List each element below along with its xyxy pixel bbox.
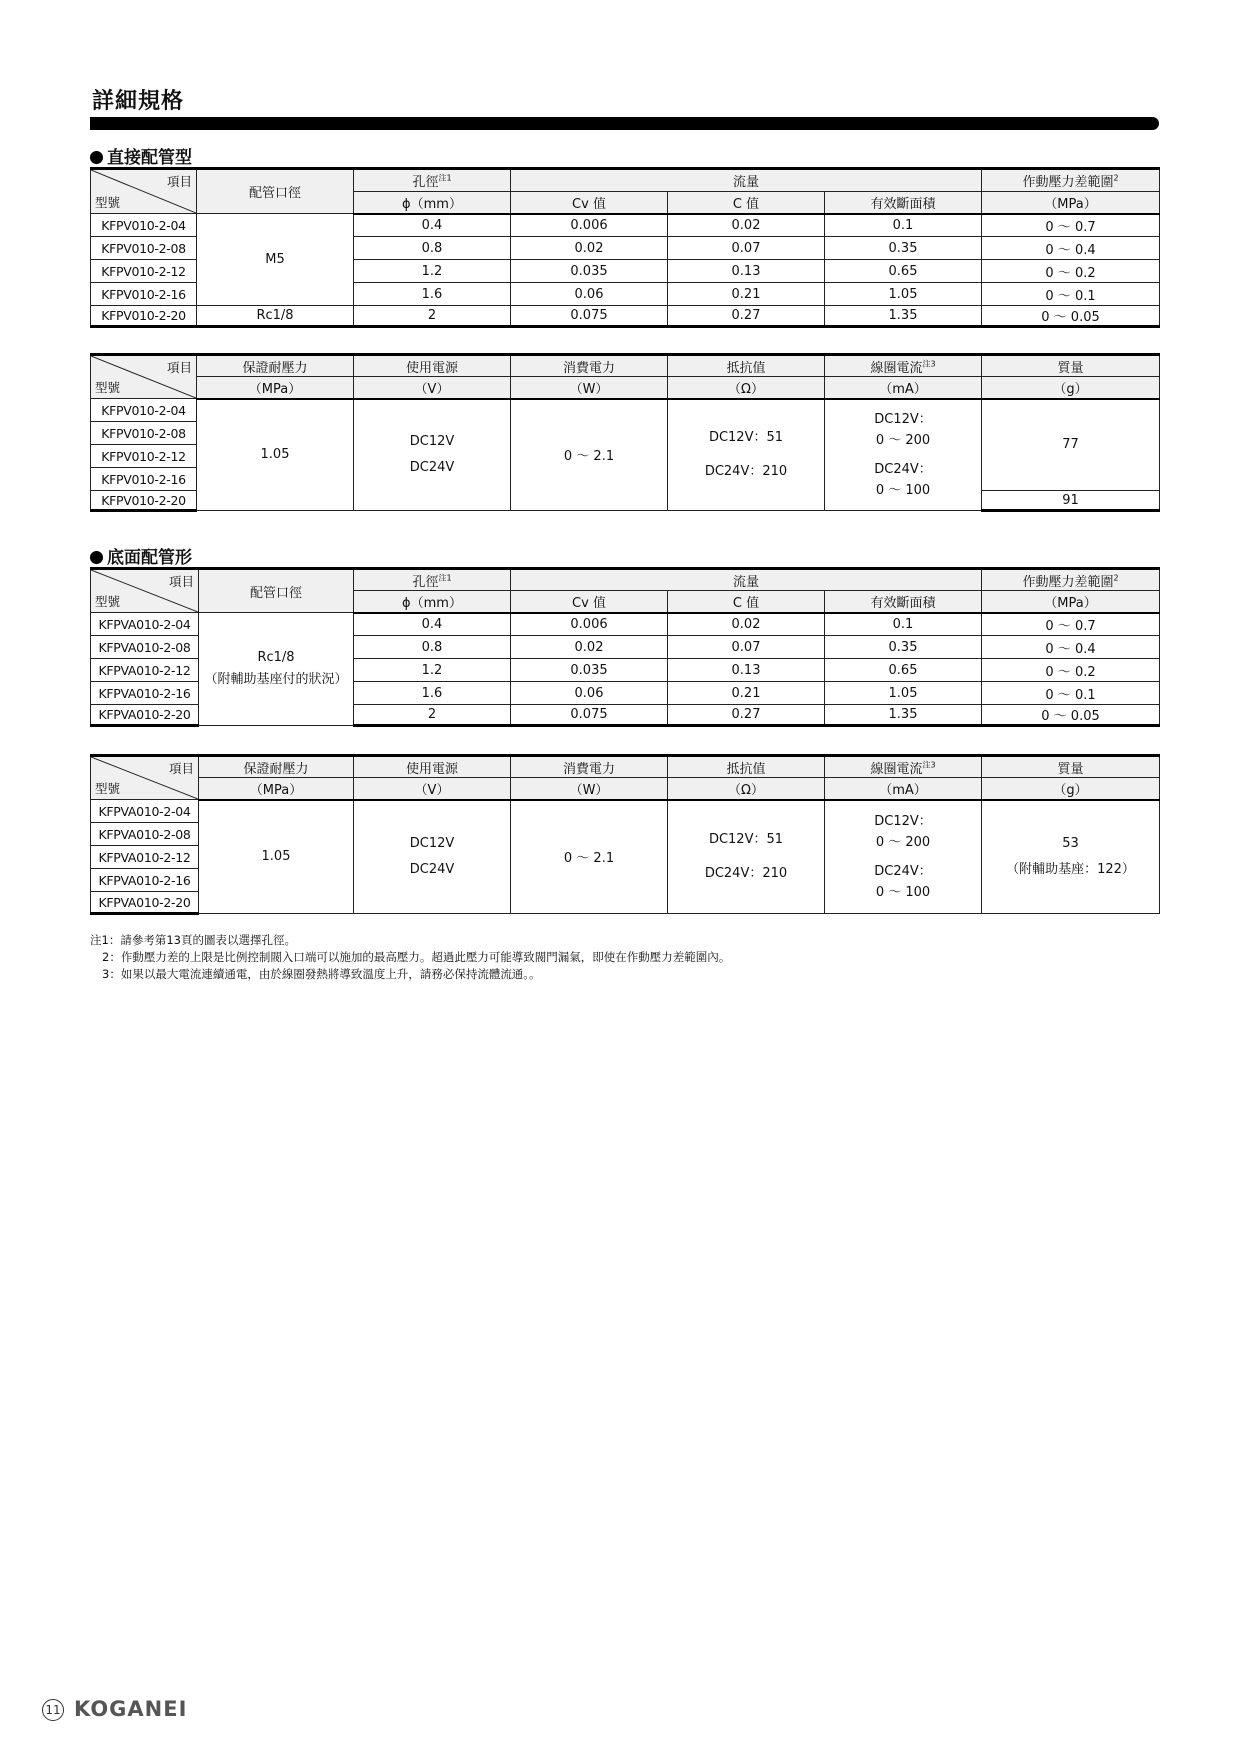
page-title: 詳細規格 [92, 89, 185, 114]
resist-value: DC12V：51 [708, 831, 784, 847]
table-row [91, 214, 1160, 237]
header-flow: 流量 [511, 569, 982, 591]
orifice-cell: 1.6 [354, 283, 511, 306]
current-value: DC12V： [874, 411, 932, 427]
header-corner [91, 756, 199, 800]
header-voltage-unit: （V） [354, 377, 511, 399]
proof-cell: 1.05 [199, 800, 354, 914]
area-cell: 0.35 [825, 636, 982, 659]
c-cell: 0.07 [668, 237, 825, 260]
header-resist-unit: （Ω） [668, 377, 825, 399]
header-orifice-unit: ϕ（mm） [354, 591, 511, 613]
header-item: 項目 [168, 761, 194, 776]
header-cv: Cv 值 [511, 192, 668, 214]
voltage-value: DC24V [409, 459, 455, 475]
bullet-icon [90, 551, 103, 564]
current-value: DC24V： [874, 461, 932, 477]
range-cell: 0 ～ 0.4 [982, 237, 1160, 260]
header-c: C 值 [668, 591, 825, 613]
cv-cell: 0.035 [511, 659, 668, 682]
c-cell: 0.13 [668, 260, 825, 283]
header-area: 有效斷面積 [825, 591, 982, 613]
header-voltage: 使用電源 [354, 355, 511, 377]
model-cell: KFPVA010-2-04 [91, 613, 199, 636]
port-cell: Rc1/8 [197, 306, 354, 327]
header-proof: 保證耐壓力 [197, 355, 354, 377]
header-proof-unit: （MPa） [199, 778, 354, 800]
range-cell: 0 ～ 0.2 [982, 260, 1160, 283]
table-row [91, 800, 1160, 823]
header-mass: 質量 [982, 355, 1160, 377]
footnote: 3：如果以最大電流連續通電，由於線圈發熱將導致溫度上升，請務必保持流體流通。。 [102, 967, 541, 981]
header-mass: 質量 [982, 756, 1160, 778]
header-range: 作動壓力差範圍$^2$ [982, 569, 1160, 591]
header-port: 配管口徑 [197, 169, 354, 214]
range-cell: 0 ～ 0.7 [982, 214, 1160, 237]
orifice-cell: 1.6 [354, 682, 511, 705]
cv-cell: 0.006 [511, 613, 668, 636]
header-model: 型號 [95, 781, 121, 796]
current-cell [825, 800, 982, 914]
header-voltage-unit: （V） [354, 778, 511, 800]
header-orifice: 孔徑$^{注1}$ [354, 169, 511, 192]
mass-note: （附輔助基座：122） [1006, 861, 1135, 877]
orifice-cell: 0.4 [354, 613, 511, 636]
header-corner [91, 569, 199, 613]
table-row [91, 306, 1160, 327]
header-range-unit: （MPa） [982, 591, 1160, 613]
area-cell: 0.1 [825, 613, 982, 636]
area-cell: 1.05 [825, 682, 982, 705]
c-cell: 0.27 [668, 705, 825, 726]
header-resist: 抵抗值 [668, 756, 825, 778]
model-cell: KFPVA010-2-20 [91, 892, 199, 914]
mass-cell: 77 [982, 399, 1160, 491]
table-row [91, 399, 1160, 422]
cv-cell: 0.075 [511, 705, 668, 726]
header-power: 消費電力 [511, 756, 668, 778]
c-cell: 0.27 [668, 306, 825, 327]
orifice-cell: 1.2 [354, 659, 511, 682]
resist-cell [668, 399, 825, 511]
model-cell: KFPV010-2-12 [91, 445, 197, 468]
current-value: 0 ～ 200 [875, 432, 931, 448]
header-corner [91, 169, 197, 214]
model-cell: KFPVA010-2-12 [91, 846, 199, 869]
mass-cell [982, 800, 1160, 914]
current-value: DC12V： [874, 813, 932, 829]
power-cell: 0 ～ 2.1 [511, 800, 668, 914]
c-cell: 0.21 [668, 682, 825, 705]
cv-cell: 0.06 [511, 283, 668, 306]
port-cell: M5 [197, 214, 354, 306]
c-cell: 0.02 [668, 613, 825, 636]
spec-table-direct-flow [90, 167, 1160, 328]
model-cell: KFPV010-2-04 [91, 399, 197, 422]
model-cell: KFPV010-2-16 [91, 283, 197, 306]
mass-value: 53 [1062, 835, 1079, 851]
header-power-unit: （W） [511, 778, 668, 800]
cv-cell: 0.006 [511, 214, 668, 237]
area-cell: 1.35 [825, 306, 982, 327]
header-model: 型號 [95, 594, 121, 609]
footnote: 注1：請參考第13頁的圖表以選擇孔徑。 [90, 933, 296, 947]
header-proof: 保證耐壓力 [199, 756, 354, 778]
header-item: 項目 [168, 574, 194, 589]
port-note: （附輔助基座付的狀況） [204, 672, 348, 687]
header-mass-unit: （g） [982, 778, 1160, 800]
header-current: 線圈電流$^{注3}$ [825, 756, 982, 778]
header-range-unit: （MPa） [982, 192, 1160, 214]
model-cell: KFPV010-2-08 [91, 237, 197, 260]
resist-value: DC12V：51 [708, 429, 784, 445]
header-corner [91, 355, 197, 399]
header-item: 項目 [166, 360, 192, 375]
section-title-text: 底面配管形 [107, 548, 192, 568]
title-bar [90, 117, 1159, 130]
footnotes [90, 932, 730, 983]
orifice-cell: 0.8 [354, 237, 511, 260]
model-cell: KFPV010-2-20 [91, 306, 197, 327]
header-range: 作動壓力差範圍$^2$ [982, 169, 1160, 192]
model-cell: KFPVA010-2-04 [91, 800, 199, 823]
table-row [91, 613, 1160, 636]
model-cell: KFPV010-2-16 [91, 468, 197, 491]
header-current: 線圈電流$^{注3}$ [825, 355, 982, 377]
orifice-cell: 0.4 [354, 214, 511, 237]
area-cell: 0.35 [825, 237, 982, 260]
proof-cell: 1.05 [197, 399, 354, 511]
model-cell: KFPVA010-2-08 [91, 823, 199, 846]
spec-table-bottom-flow [90, 567, 1160, 727]
cv-cell: 0.02 [511, 237, 668, 260]
current-value: 0 ～ 100 [875, 884, 931, 900]
current-value: DC24V： [874, 863, 932, 879]
voltage-cell [354, 399, 511, 511]
orifice-cell: 1.2 [354, 260, 511, 283]
header-current-unit: （mA） [825, 778, 982, 800]
resist-value: DC24V：210 [704, 463, 788, 479]
resist-value: DC24V：210 [704, 865, 788, 881]
header-item: 項目 [166, 174, 192, 189]
header-resist: 抵抗值 [668, 355, 825, 377]
header-cv: Cv 值 [511, 591, 668, 613]
range-cell: 0 ～ 0.2 [982, 659, 1160, 682]
section-title-direct [90, 143, 192, 168]
model-cell: KFPV010-2-12 [91, 260, 197, 283]
header-area: 有效斷面積 [825, 192, 982, 214]
c-cell: 0.13 [668, 659, 825, 682]
voltage-cell [354, 800, 511, 914]
c-cell: 0.21 [668, 283, 825, 306]
c-cell: 0.02 [668, 214, 825, 237]
area-cell: 1.35 [825, 705, 982, 726]
model-cell: KFPV010-2-08 [91, 422, 197, 445]
area-cell: 1.05 [825, 283, 982, 306]
mass-cell: 91 [982, 491, 1160, 511]
voltage-value: DC12V [409, 433, 455, 449]
range-cell: 0 ～ 0.1 [982, 283, 1160, 306]
header-voltage: 使用電源 [354, 756, 511, 778]
voltage-value: DC12V [409, 835, 455, 851]
header-port: 配管口徑 [199, 569, 354, 613]
model-cell: KFPVA010-2-16 [91, 682, 199, 705]
voltage-value: DC24V [409, 861, 455, 877]
header-orifice: 孔徑$^{注1}$ [354, 569, 511, 591]
spec-table-direct-electrical [90, 353, 1160, 512]
header-power-unit: （W） [511, 377, 668, 399]
model-cell: KFPV010-2-04 [91, 214, 197, 237]
header-c: C 值 [668, 192, 825, 214]
orifice-cell: 2 [354, 306, 511, 327]
c-cell: 0.07 [668, 636, 825, 659]
cv-cell: 0.02 [511, 636, 668, 659]
model-cell: KFPVA010-2-08 [91, 636, 199, 659]
range-cell: 0 ～ 0.1 [982, 682, 1160, 705]
header-mass-unit: （g） [982, 377, 1160, 399]
model-cell: KFPVA010-2-12 [91, 659, 199, 682]
header-resist-unit: （Ω） [668, 778, 825, 800]
footnote: 2：作動壓力差的上限是比例控制閥入口端可以施加的最高壓力。超過此壓力可能導致閥門漏氣，即使在作動壓力差範圍內。 [102, 950, 731, 964]
header-flow: 流量 [511, 169, 982, 192]
cv-cell: 0.075 [511, 306, 668, 327]
range-cell: 0 ～ 0.7 [982, 613, 1160, 636]
area-cell: 0.65 [825, 260, 982, 283]
bullet-icon [90, 151, 103, 164]
model-cell: KFPVA010-2-20 [91, 705, 199, 726]
current-value: 0 ～ 200 [875, 834, 931, 850]
orifice-cell: 2 [354, 705, 511, 726]
brand-logo: KOGANEI [74, 1697, 188, 1721]
cv-cell: 0.06 [511, 682, 668, 705]
model-cell: KFPVA010-2-16 [91, 869, 199, 892]
orifice-cell: 0.8 [354, 636, 511, 659]
header-proof-unit: （MPa） [197, 377, 354, 399]
header-power: 消費電力 [511, 355, 668, 377]
current-value: 0 ～ 100 [875, 482, 931, 498]
cv-cell: 0.035 [511, 260, 668, 283]
range-cell: 0 ～ 0.05 [982, 306, 1160, 327]
header-current-unit: （mA） [825, 377, 982, 399]
model-cell: KFPV010-2-20 [91, 491, 197, 511]
section-title-bottom [90, 543, 192, 568]
range-cell: 0 ～ 0.4 [982, 636, 1160, 659]
section-title-text: 直接配管型 [107, 148, 192, 168]
port-value: Rc1/8 [257, 650, 295, 665]
power-cell: 0 ～ 2.1 [511, 399, 668, 511]
page-number: 11 [42, 1699, 64, 1721]
area-cell: 0.65 [825, 659, 982, 682]
port-cell [199, 613, 354, 726]
current-cell [825, 399, 982, 511]
header-model: 型號 [95, 195, 121, 210]
spec-table-bottom-electrical [90, 754, 1160, 915]
area-cell: 0.1 [825, 214, 982, 237]
header-model: 型號 [95, 380, 121, 395]
range-cell: 0 ～ 0.05 [982, 705, 1160, 726]
resist-cell [668, 800, 825, 914]
header-orifice-unit: ϕ（mm） [354, 192, 511, 214]
